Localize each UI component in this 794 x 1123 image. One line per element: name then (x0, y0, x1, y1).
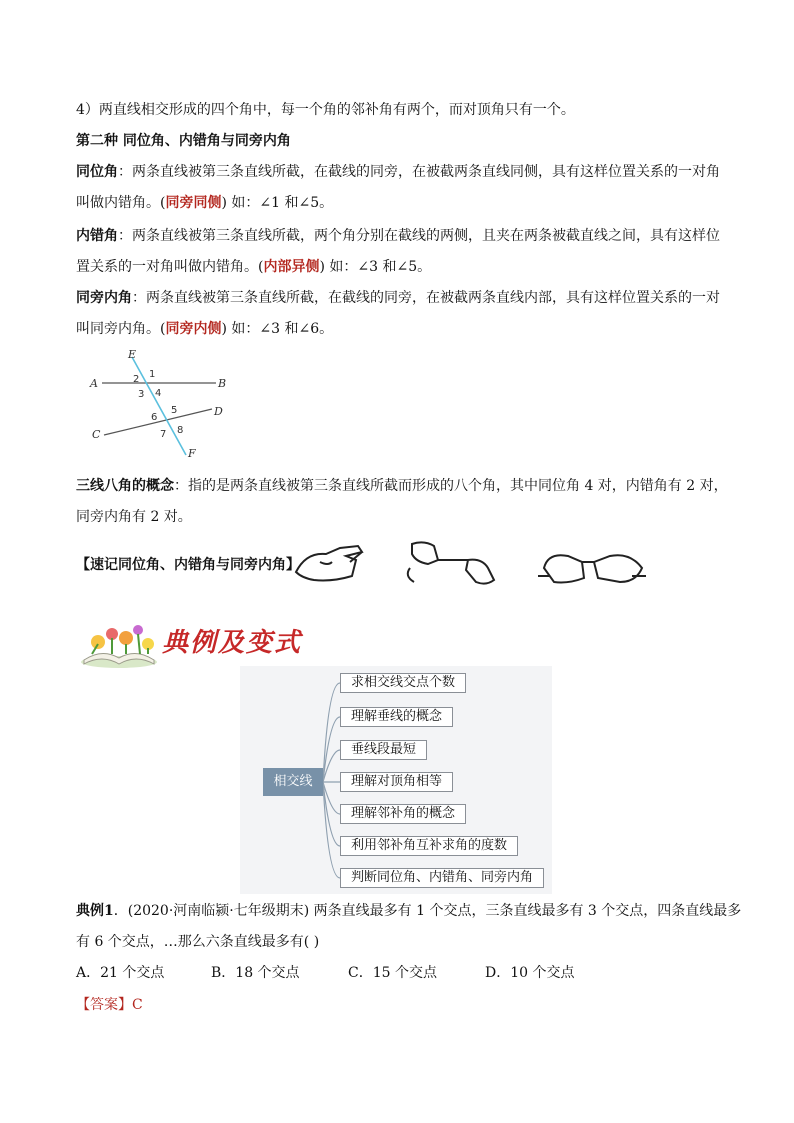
def-neicuo-text2a: 置关系的一对角叫做内错角。( (76, 259, 264, 275)
def-tongpang-line2 (76, 319, 333, 339)
section-title: 典例及变式 (162, 628, 303, 658)
answer-label: 【答案】 (76, 997, 132, 1013)
answer-value: C (132, 997, 143, 1013)
def-tongpang-text2a: 叫同旁内角。( (76, 321, 166, 337)
memory-tip-heading: 【速记同位角、内错角与同旁内角】 (76, 557, 300, 573)
hand-gesture-tongwei-icon (296, 546, 362, 581)
sanxian-line1 (76, 476, 728, 496)
sanxian-text1: ：指的是两条直线被第三条直线所截而形成的八个角，其中同位角 4 对，内错角有 2 对， (174, 478, 728, 494)
term-neicuo: 内错角 (76, 228, 118, 244)
option-c: C．15 个交点 (348, 965, 437, 981)
option-d: D．10 个交点 (485, 965, 575, 981)
mindmap-node-supplementary: 利用邻补角互补求角的度数 (340, 836, 518, 856)
angle-7: 7 (160, 429, 167, 440)
term-tongpang: 同旁内角 (76, 290, 132, 306)
label-E: E (128, 348, 137, 361)
option-a: A．21 个交点 (76, 965, 165, 981)
def-neicuo-text2b: ) 如：∠3 和∠5。 (319, 259, 432, 275)
section-heading-angles: 第二种 同位角、内错角与同旁内角 (76, 133, 291, 149)
mindmap-node-perpendicular: 理解垂线的概念 (340, 707, 453, 727)
sanxian-line2: 同旁内角有 2 对。 (76, 509, 192, 525)
option-b: B．18 个交点 (211, 965, 300, 981)
term-tongwei: 同位角 (76, 164, 118, 180)
label-C: C (92, 428, 101, 441)
label-F: F (188, 447, 196, 460)
mindmap-node-shortest: 垂线段最短 (340, 740, 427, 760)
example1-line1 (76, 901, 741, 921)
def-tongwei-line1 (76, 162, 720, 182)
section-banner (78, 614, 308, 670)
three-lines-eight-angles-figure (80, 345, 250, 463)
text-line-adjacent-angles: 4）两直线相交形成的四个角中，每一个角的邻补角有两个，而对顶角只有一个。 (76, 102, 575, 118)
term-sanxian: 三线八角的概念 (76, 478, 174, 494)
def-tongpang-line1 (76, 288, 720, 308)
mindmap-node-adjacent: 理解邻补角的概念 (340, 804, 466, 824)
mindmap-node-intersections: 求相交线交点个数 (340, 673, 466, 693)
open-book-flowers-icon (78, 614, 160, 670)
answer-line (76, 995, 143, 1015)
tag-neicuo: 内部异侧 (263, 259, 320, 275)
hand-gesture-neicuo-icon (408, 542, 494, 583)
tag-tongwei: 同旁同侧 (165, 195, 222, 211)
def-tongwei-text2a: 叫做内错角。( (76, 195, 166, 211)
angle-3: 3 (138, 389, 145, 400)
label-B: B (218, 377, 227, 390)
def-tongpang-text1: ：两条直线被第三条直线所截，在截线的同旁，在被截两条直线内部，具有这样位置关系的一对 (132, 290, 720, 306)
angle-1: 1 (149, 369, 156, 380)
def-tongwei-text2b: ) 如：∠1 和∠5。 (221, 195, 334, 211)
def-neicuo-line2 (76, 257, 431, 277)
angle-2: 2 (133, 374, 140, 385)
def-tongwei-line2 (76, 193, 333, 213)
example1-text1: ．(2020·河南临颍·七年级期末) 两条直线最多有 1 个交点，三条直线最多有 3 个交点，四条直线最多 (113, 903, 742, 919)
angle-8: 8 (177, 425, 184, 436)
def-neicuo-text1: ：两条直线被第三条直线所截，两个角分别在截线的两侧，且夹在两条被截直线之间，具有这样位 (118, 228, 720, 244)
hand-gesture-illustrations (292, 532, 652, 592)
example1-label: 典例1 (76, 903, 114, 919)
angle-6: 6 (151, 412, 158, 423)
mindmap-center-node: 相交线 (263, 768, 323, 796)
angle-5: 5 (171, 405, 178, 416)
def-neicuo-line1 (76, 226, 720, 246)
angle-4: 4 (155, 388, 162, 399)
label-A: A (90, 377, 98, 390)
def-tongwei-text1: ：两条直线被第三条直线所截，在截线的同旁，在被截两条直线同侧，具有这样位置关系的一对角 (118, 164, 720, 180)
tag-tongpang: 同旁内侧 (165, 321, 222, 337)
mindmap-node-judge-angles: 判断同位角、内错角、同旁内角 (340, 868, 544, 888)
def-tongpang-text2b: ) 如：∠3 和∠6。 (221, 321, 334, 337)
example1-line2: 有 6 个交点，…那么六条直线最多有( ) (76, 934, 320, 950)
mindmap-node-vertical-angles: 理解对顶角相等 (340, 772, 453, 792)
hand-gesture-tongpang-icon (538, 555, 646, 582)
label-D: D (214, 405, 223, 418)
